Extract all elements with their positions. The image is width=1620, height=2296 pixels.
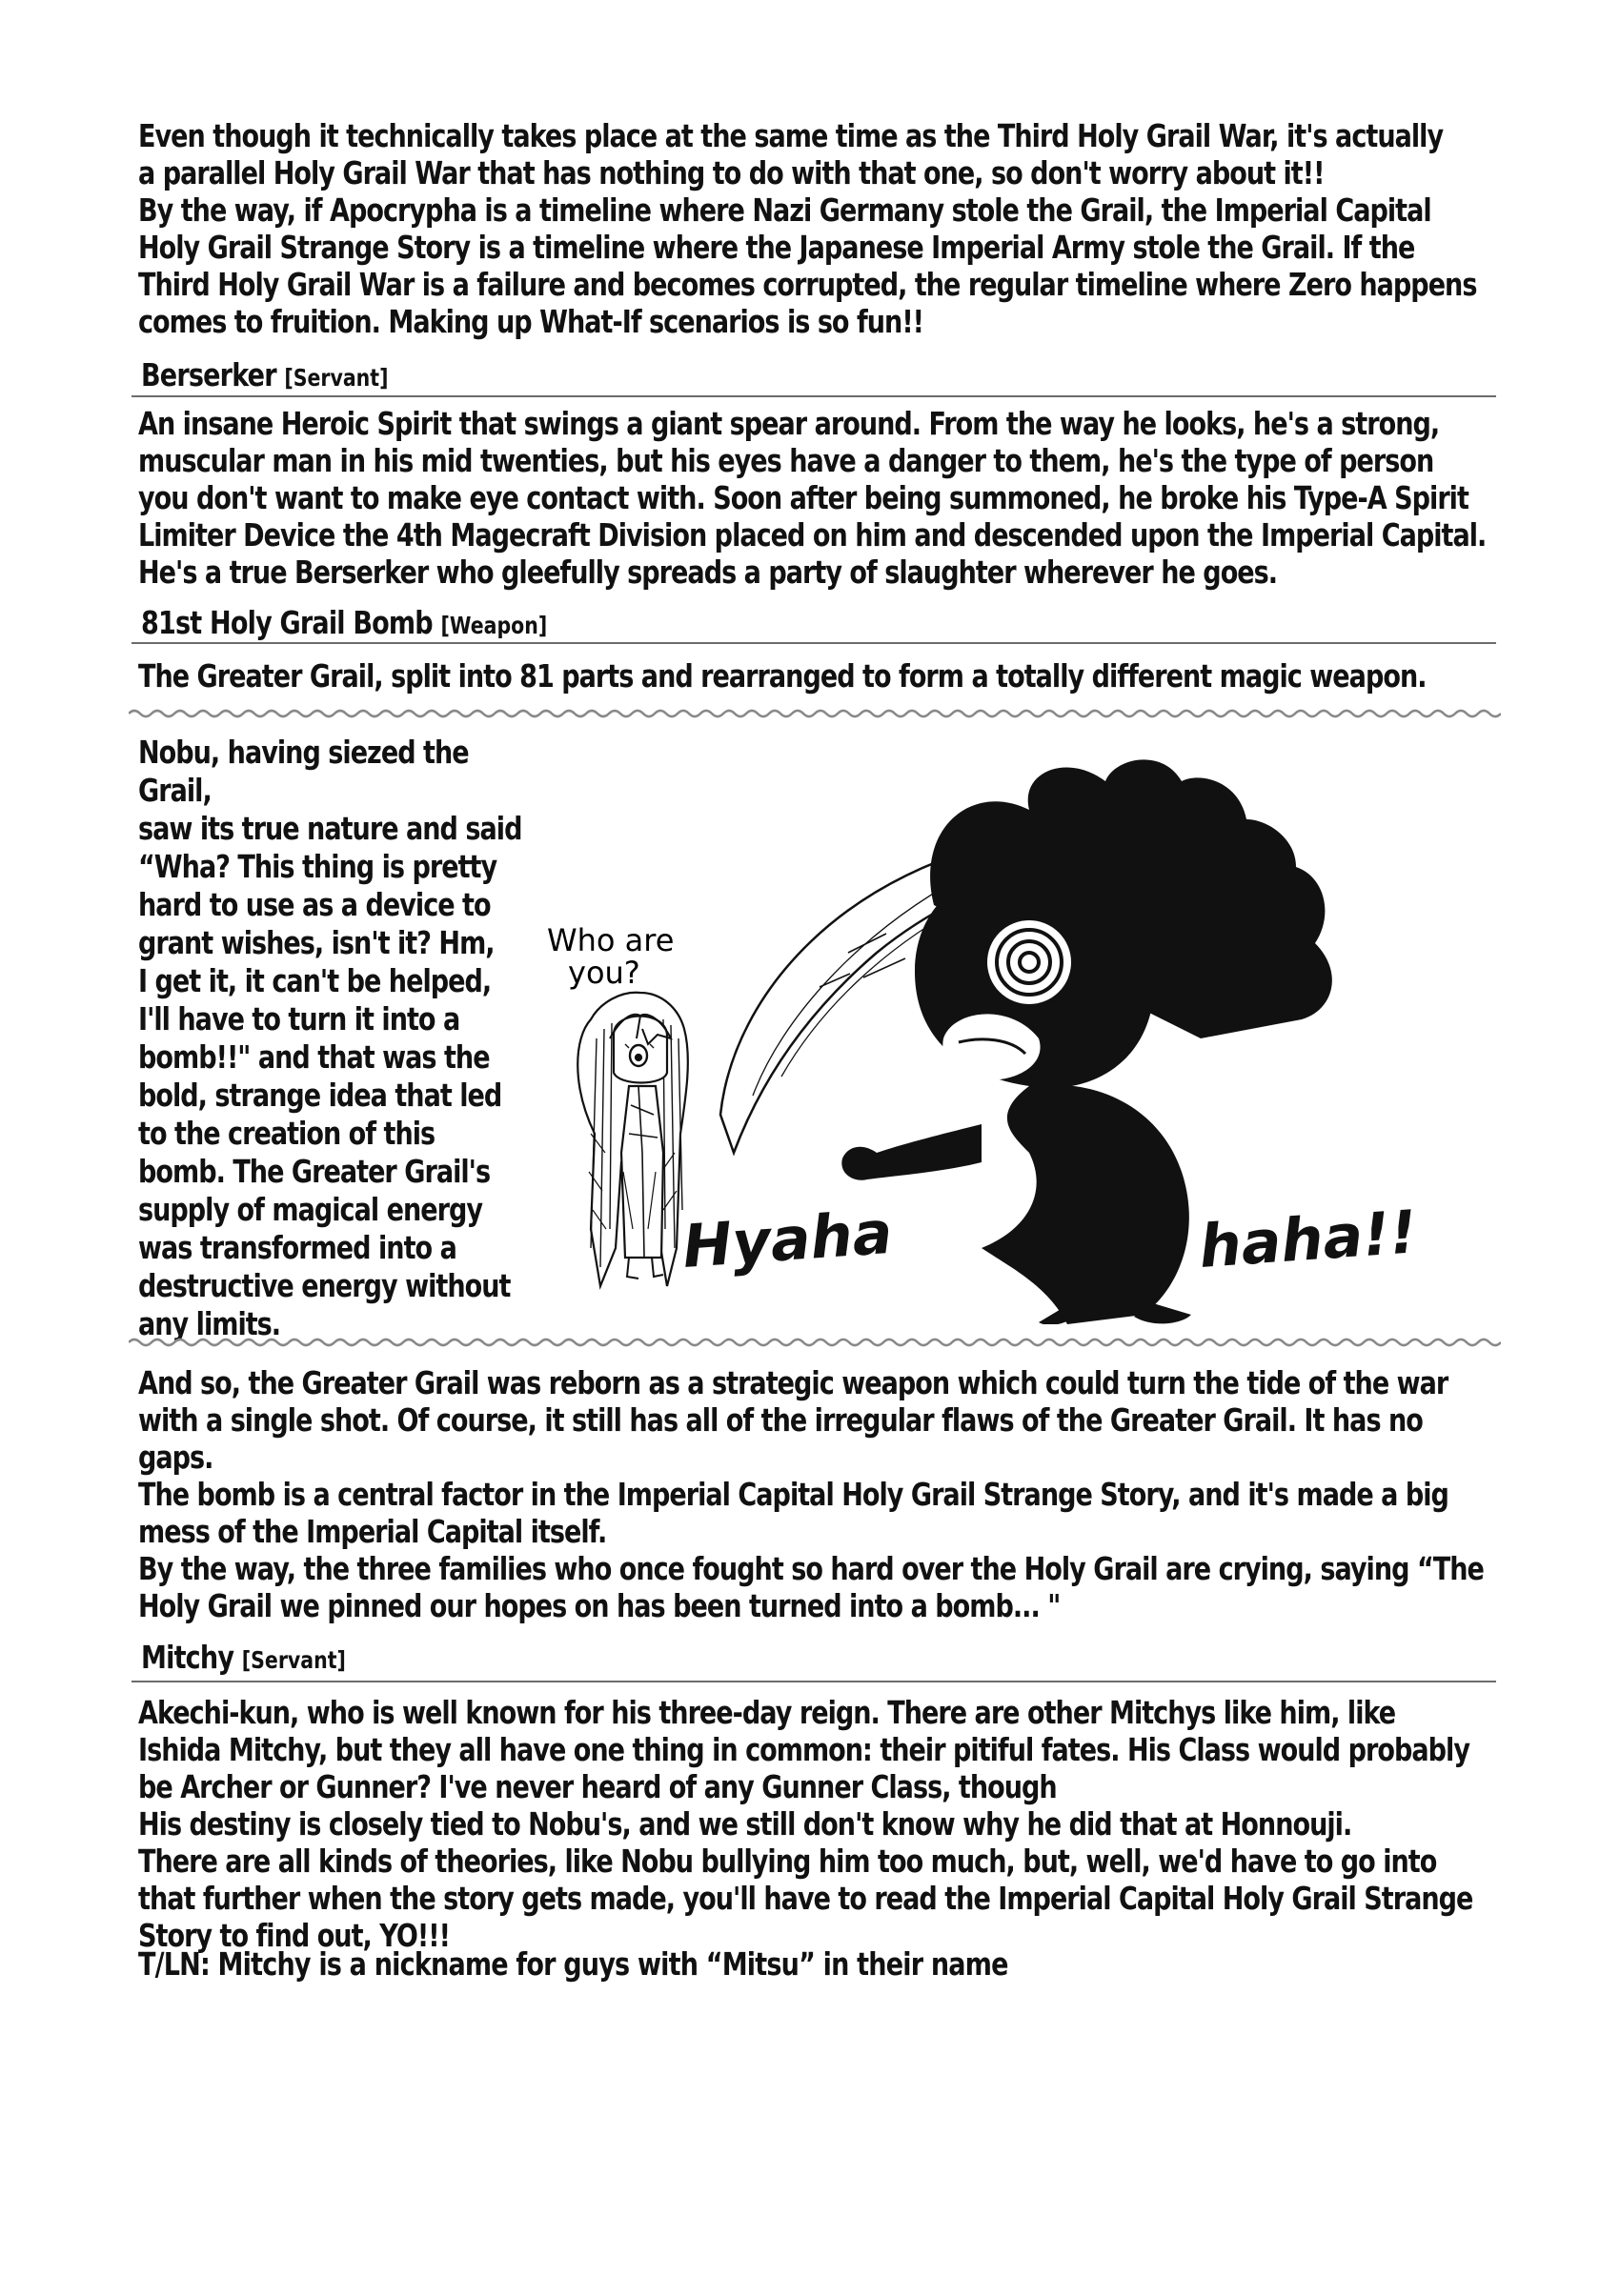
intro-line: comes to fruition. Making up What-If scenarios is so fun!! [138,303,924,340]
caption-line: hard to use as a device to [138,886,491,923]
mitchy-line: be Archer or Gunner? I've never heard of any Gunner Class, though [138,1768,1057,1805]
caption-line: bomb!!" and that was the [138,1038,490,1076]
comic-illustration [534,753,1496,1324]
after-line: gaps. [138,1439,213,1476]
sfx-left: Hyaha [679,1197,895,1281]
caption-line: I get it, it can't be helped, [138,962,492,999]
caption-line: was transformed into a [138,1229,456,1266]
intro-line: Even though it technically takes place at the same time as the Third Holy Grail War, it's actually [138,117,1444,154]
berserker-name: Berserker [141,356,276,393]
caption-line: bold, strange idea that led [138,1077,502,1114]
chibi-girl-figure [577,993,688,1286]
caption-line: to the creation of this [138,1115,435,1152]
comic-caption [138,734,529,1343]
mitchy-description [138,1694,1513,1954]
caption-line: any limits. [138,1305,281,1342]
intro-line: By the way, if Apocrypha is a timeline where Nazi Germany stole the Grail, the Imperial Capital [138,191,1431,229]
translator-note: T/LN: Mitchy is a nickname for guys with “Mitsu” in their name [138,1945,1008,1983]
wavy-divider-bottom [129,1336,1501,1349]
mitchy-name: Mitchy [141,1639,234,1676]
after-line: By the way, the three families who once fought so hard over the Holy Grail are crying, saying “The [138,1550,1484,1587]
mitchy-line: Akechi-kun, who is well known for his three-day reign. There are other Mitchys like him, like [138,1694,1396,1731]
bomb-description [138,657,1513,695]
intro-line: Holy Grail Strange Story is a timeline where the Japanese Imperial Army stole the Grail. If the [138,229,1415,266]
bomb-line: The Greater Grail, split into 81 parts and rearranged to form a totally different magic weapon. [138,657,1427,695]
berserker-line: An insane Heroic Spirit that swings a giant spear around. From the way he looks, he's a strong, [138,405,1440,442]
berserker-line: Limiter Device the 4th Magecraft Division placed on him and descended upon the Imperial Capital. [138,516,1487,554]
after-line: Holy Grail we pinned our hopes on has been turned into a bomb... " [138,1587,1061,1624]
caption-line: saw its true nature and said [138,810,522,847]
caption-line: “Wha? This thing is pretty [138,848,497,885]
mitchy-line: There are all kinds of theories, like Nobu bullying him too much, but, well, we'd have to go into [138,1843,1437,1880]
intro-line: Third Holy Grail War is a failure and becomes corrupted, the regular timeline where Zero happens [138,266,1477,303]
berserker-description [138,405,1513,591]
mitchy-tag: [Servant] [241,1646,346,1674]
caption-line: I'll have to turn it into a [138,1000,460,1037]
caption-line: grant wishes, isn't it? Hm, [138,924,495,961]
mitchy-line: Ishida Mitchy, but they all have one thing in common: their pitiful fates. His Class would probably [138,1731,1469,1768]
sfx-right: haha!! [1196,1197,1420,1281]
after-line: The bomb is a central factor in the Imperial Capital Holy Grail Strange Story, and it's made a big [138,1476,1448,1513]
mitchy-line: Story to find out, YO!!! [138,1917,451,1954]
caption-line: bomb. The Greater Grail's [138,1153,491,1190]
mitchy-line: His destiny is closely tied to Nobu's, and we still don't know why he did that at Honnouji. [138,1805,1352,1843]
mitchy-line: that further when the story gets made, you'll have to read the Imperial Capital Holy Grail Strange [138,1880,1473,1917]
berserker-divider [132,395,1496,397]
intro-line: a parallel Holy Grail War that has nothing to do with that one, so don't worry about it!! [138,154,1325,191]
berserker-line: muscular man in his mid twenties, but his eyes have a danger to them, he's the type of person [138,442,1434,479]
bomb-name: 81st Holy Grail Bomb [141,604,433,641]
mitchy-divider [132,1681,1496,1682]
berserker-line: you don't want to make eye contact with. Soon after being summoned, he broke his Type-A Spirit [138,479,1468,516]
after-line: with a single shot. Of course, it still has all of the irregular flaws of the Greater Grail. It has no [138,1401,1423,1439]
caption-line: Nobu, having siezed the Grail, [138,734,469,809]
mitchy-heading [141,1639,346,1680]
berserker-tag: [Servant] [284,364,389,392]
after-paragraph [138,1364,1513,1624]
bomb-tag: [Weapon] [440,612,548,639]
berserker-heading [141,356,388,397]
speech-text-line1: Who are [547,922,675,958]
intro-paragraph [138,117,1513,340]
wavy-divider-top [129,707,1501,720]
speech-text-line2: you? [568,955,640,991]
after-line: mess of the Imperial Capital itself. [138,1513,607,1550]
bomb-heading [141,604,547,645]
after-line: And so, the Greater Grail was reborn as a strategic weapon which could turn the tide of the war [138,1364,1448,1401]
caption-line: supply of magical energy [138,1191,483,1228]
caption-line: destructive energy without [138,1267,511,1304]
bomb-divider [132,642,1496,644]
berserker-line: He's a true Berserker who gleefully spreads a party of slaughter wherever he goes. [138,554,1278,591]
